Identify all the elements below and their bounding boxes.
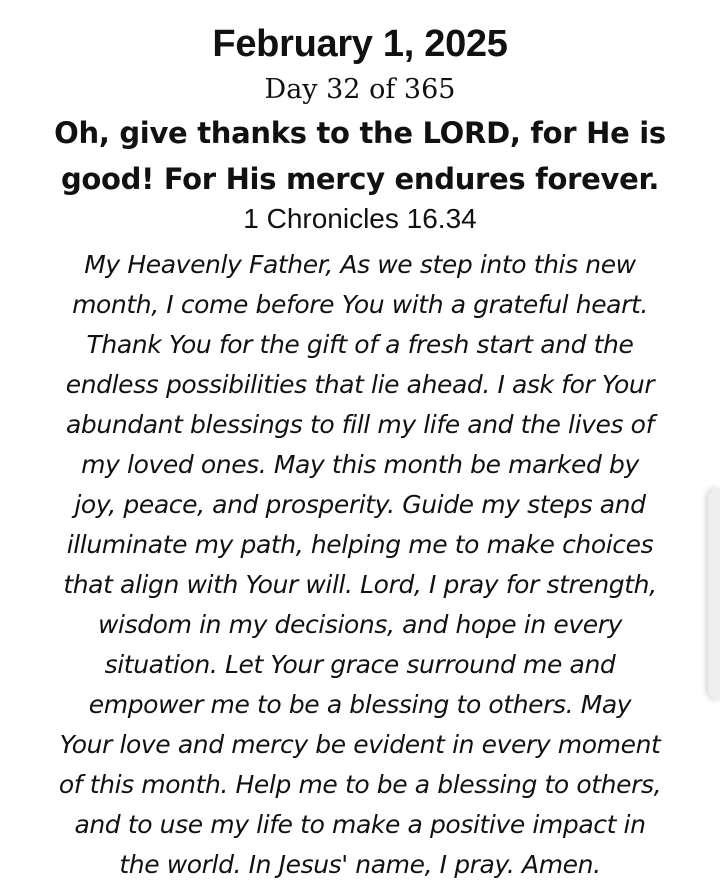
prayer-line: of this month. Help me to be a blessing to others, (58, 770, 662, 799)
prayer-line: and to use my life to make a positive impact in (74, 810, 646, 839)
prayer-line: illuminate my path, helping me to make choices (66, 530, 654, 559)
prayer-line: joy, peace, and prosperity. Guide my steps and (74, 490, 646, 519)
prayer-line: empower me to be a blessing to others. May (88, 690, 632, 719)
verse-text (0, 110, 720, 202)
verse-line: Oh, give thanks to the LORD, for He is (54, 116, 666, 150)
prayer-line: endless possibilities that lie ahead. I ask for Your (65, 370, 655, 399)
prayer-line: my loved ones. May this month be marked by (81, 450, 639, 479)
day-counter: Day 32 of 365 (264, 74, 456, 105)
verse-line: good! For His mercy endures forever. (60, 162, 660, 196)
date-heading: February 1, 2025 (212, 23, 508, 65)
verse-reference: 1 Chronicles 16.34 (243, 203, 477, 234)
prayer-line: wisdom in my decisions, and hope in every (98, 610, 622, 639)
prayer-text (0, 245, 720, 885)
prayer-line: month, I come before You with a grateful heart. (72, 290, 648, 319)
prayer-line: Thank You for the gift of a fresh start and the (86, 330, 634, 359)
prayer-line: situation. Let Your grace surround me and (104, 650, 616, 679)
prayer-line: abundant blessings to fill my life and the lives of (66, 410, 654, 439)
prayer-line: My Heavenly Father, As we step into this new (84, 250, 636, 279)
side-scroll-handle[interactable] (708, 488, 720, 700)
prayer-line: Your love and mercy be evident in every moment (59, 730, 661, 759)
prayer-line: the world. In Jesus' name, I pray. Amen. (119, 850, 601, 879)
prayer-line: that align with Your will. Lord, I pray for strength, (63, 570, 657, 599)
